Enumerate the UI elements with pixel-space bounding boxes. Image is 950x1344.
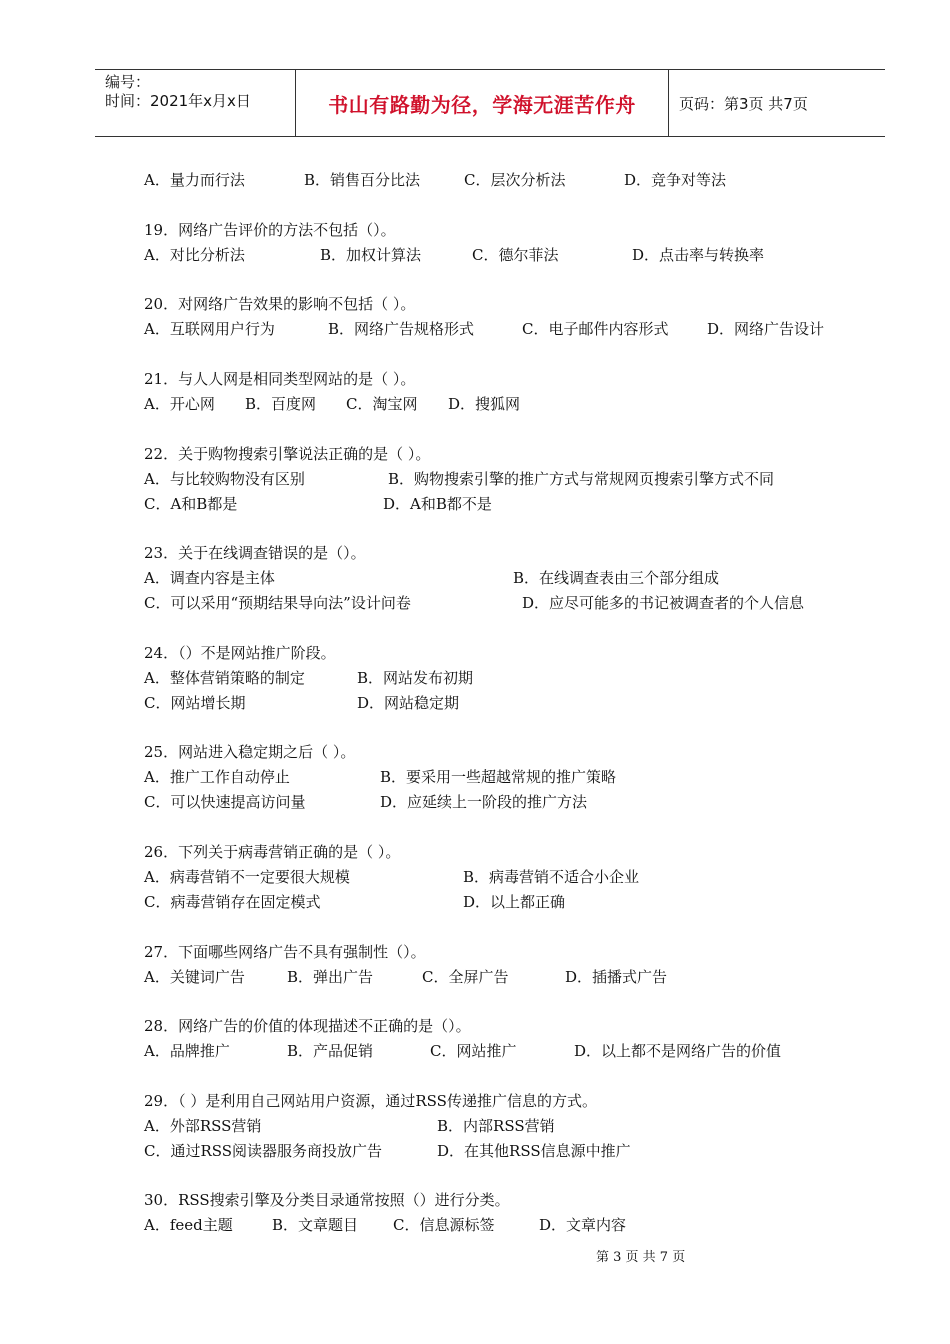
option-text: A．互联网用户行为 bbox=[144, 320, 275, 338]
option-text: B．文章题目 bbox=[272, 1216, 359, 1234]
question-stem: 30．RSS搜索引擎及分类目录通常按照（）进行分类。 bbox=[144, 1191, 510, 1209]
option-text: D．在其他RSS信息源中推广 bbox=[437, 1142, 631, 1160]
option-text: C．全屏广告 bbox=[422, 968, 509, 986]
option-text: C．信息源标签 bbox=[393, 1216, 495, 1234]
option-text: D．以上都不是网络广告的价值 bbox=[574, 1042, 782, 1060]
option-text: A．开心网 bbox=[144, 395, 215, 413]
option-text: A．对比分析法 bbox=[144, 246, 245, 264]
option-text: B．购物搜索引擎的推广方式与常规网页搜索引擎方式不同 bbox=[388, 470, 775, 488]
option-text: B．弹出广告 bbox=[287, 968, 374, 986]
question-stem: 21．与人人网是相同类型网站的是（ ）。 bbox=[144, 370, 416, 388]
option-text: C．淘宝网 bbox=[346, 395, 418, 413]
option-text: B．网站发布初期 bbox=[357, 669, 474, 687]
header-page-cell bbox=[669, 70, 885, 136]
option-text: D．点击率与转换率 bbox=[632, 246, 765, 264]
option-text: D．网络广告设计 bbox=[707, 320, 825, 338]
option-text: C．德尔菲法 bbox=[472, 246, 559, 264]
option-text: C．层次分析法 bbox=[464, 171, 566, 189]
option-text: B．产品促销 bbox=[287, 1042, 374, 1060]
option-text: D．应尽可能多的书记被调查者的个人信息 bbox=[522, 594, 805, 612]
header-page-info: 页码：第3页 共7页 bbox=[679, 94, 808, 113]
option-text: B．要采用一些超越常规的推广策略 bbox=[380, 768, 617, 786]
question-stem: 25．网站进入稳定期之后（ ）。 bbox=[144, 743, 356, 761]
option-text: C．病毒营销存在固定模式 bbox=[144, 893, 321, 911]
header-motto-cell bbox=[295, 70, 669, 136]
option-text: A．品牌推广 bbox=[144, 1042, 230, 1060]
option-text: A．推广工作自动停止 bbox=[144, 768, 290, 786]
option-text: C．可以快速提高访问量 bbox=[144, 793, 306, 811]
option-text: D．插播式广告 bbox=[565, 968, 668, 986]
option-text: C．网站增长期 bbox=[144, 694, 246, 712]
option-text: A．病毒营销不一定要很大规模 bbox=[144, 868, 350, 886]
option-text: D．网站稳定期 bbox=[357, 694, 460, 712]
question-stem: 27．下面哪些网络广告不具有强制性（）。 bbox=[144, 943, 426, 961]
page-header bbox=[95, 69, 885, 137]
option-text: C．网站推广 bbox=[430, 1042, 517, 1060]
option-text: A．feed主题 bbox=[144, 1216, 233, 1234]
option-text: A．调查内容是主体 bbox=[144, 569, 275, 587]
option-text: C．通过RSS阅读器服务商投放广告 bbox=[144, 1142, 383, 1160]
option-text: D．A和B都不是 bbox=[383, 495, 492, 513]
question-stem: 24．（）不是网站推广阶段。 bbox=[144, 644, 336, 662]
option-text: D．竞争对等法 bbox=[624, 171, 727, 189]
question-stem: 29．（ ）是利用自己网站用户资源，通过RSS传递推广信息的方式。 bbox=[144, 1092, 597, 1110]
option-text: B．加权计算法 bbox=[320, 246, 422, 264]
option-text: B．内部RSS营销 bbox=[437, 1117, 555, 1135]
header-motto: 书山有路勤为径，学海无涯苦作舟 bbox=[328, 92, 636, 117]
question-stem: 22．关于购物搜索引擎说法正确的是（ ）。 bbox=[144, 445, 431, 463]
option-text: D．以上都正确 bbox=[463, 893, 566, 911]
doc-number-label: 编号： bbox=[105, 73, 151, 91]
option-text: B．销售百分比法 bbox=[304, 171, 421, 189]
option-text: D．应延续上一阶段的推广方法 bbox=[380, 793, 588, 811]
option-text: B．网络广告规格形式 bbox=[328, 320, 475, 338]
option-text: B．在线调查表由三个部分组成 bbox=[513, 569, 720, 587]
option-text: C．可以采用“预期结果导向法”设计问卷 bbox=[144, 594, 411, 612]
doc-time-label: 时间：2021年x月x日 bbox=[105, 92, 251, 110]
option-text: D．文章内容 bbox=[539, 1216, 627, 1234]
option-text: A．外部RSS营销 bbox=[144, 1117, 262, 1135]
question-stem: 20．对网络广告效果的影响不包括（ ）。 bbox=[144, 295, 416, 313]
option-text: A．整体营销策略的制定 bbox=[144, 669, 305, 687]
option-text: A．与比较购物没有区别 bbox=[144, 470, 305, 488]
option-text: C．A和B都是 bbox=[144, 495, 238, 513]
option-text: C．电子邮件内容形式 bbox=[522, 320, 669, 338]
question-stem: 28．网络广告的价值的体现描述不正确的是（）。 bbox=[144, 1017, 471, 1035]
question-stem: 26．下列关于病毒营销正确的是（ ）。 bbox=[144, 843, 401, 861]
page-footer: 第 3 页 共 7 页 bbox=[596, 1250, 686, 1265]
question-stem: 19．网络广告评价的方法不包括（）。 bbox=[144, 221, 396, 239]
option-text: D．搜狐网 bbox=[448, 395, 521, 413]
option-text: B．病毒营销不适合小企业 bbox=[463, 868, 640, 886]
option-text: A．关键词广告 bbox=[144, 968, 245, 986]
option-text: B．百度网 bbox=[245, 395, 317, 413]
option-text: A．量力而行法 bbox=[144, 171, 245, 189]
header-meta-cell bbox=[95, 70, 295, 136]
question-stem: 23．关于在线调查错误的是（）。 bbox=[144, 544, 366, 562]
